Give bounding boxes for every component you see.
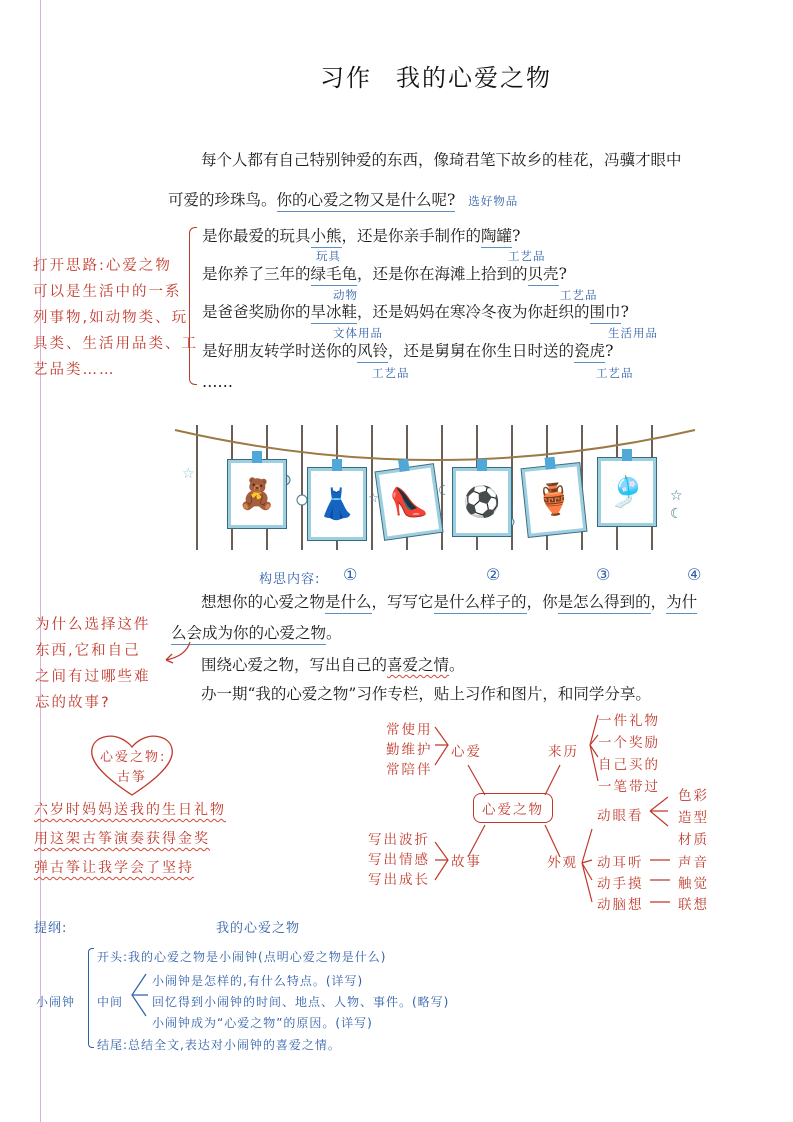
love-item: 勤维护 [386, 742, 433, 758]
outline-ending: 结尾:总结全文,表达对小闹钟的喜爱之情。 [97, 1038, 341, 1052]
dress-icon: 👗 [318, 486, 356, 522]
c-text: ， [650, 593, 667, 611]
origin-item: 一个奖励 [598, 735, 660, 751]
note-line: 打开思路:心爱之物 [33, 258, 172, 274]
q-text: 是你养了三年的 [202, 265, 311, 283]
note-category: 工艺品 [508, 249, 546, 263]
q-text: ? [620, 303, 629, 321]
mindmap-origin-items [598, 710, 660, 798]
q-item: 绿毛龟 [311, 265, 358, 286]
vase-icon: 🏺 [533, 480, 575, 520]
mindmap-look-eye: 动眼看 [597, 808, 644, 824]
note-category: 玩具 [316, 249, 341, 263]
question-3 [202, 300, 629, 322]
title-part-2: 我的心爱之物 [396, 64, 552, 92]
note-category: 生活用品 [608, 326, 658, 340]
mindmap-love: 心爱 [451, 744, 482, 760]
note-category: 工艺品 [596, 366, 634, 380]
story-item: 写出情感 [368, 852, 430, 868]
q-item: 陶罐 [481, 227, 512, 248]
point-text: 用这架古筝演奏获得金奖 [34, 831, 210, 847]
c-text: 围绕心爱之物，写出自己的 [201, 656, 388, 674]
outline-middle-3: 小闹钟成为“心爱之物”的原因。(详写) [152, 1016, 373, 1030]
q-text: ，还是舅舅在你生日时送的 [388, 342, 575, 360]
c-wavy: 喜爱之情 [387, 656, 450, 674]
outline-opening: 开头:我的心爱之物是小闹钟(点明心爱之物是什么) [97, 950, 387, 964]
arrow-icon [160, 640, 195, 665]
point-text: 六岁时妈妈送我的生日礼物 [34, 802, 226, 818]
eye-item: 造型 [678, 810, 709, 826]
picture-frame-teddy-bear [228, 460, 286, 528]
intro-question: 你的心爱之物又是什么呢? [277, 191, 456, 212]
heart-label: 心爱之物: [100, 750, 167, 765]
q-text: ? [558, 265, 567, 283]
q-item: 小熊 [311, 227, 342, 248]
question-4 [202, 339, 613, 361]
mindmap-look-brain: 动脑想 [597, 897, 644, 913]
guzheng-point-3 [34, 857, 194, 877]
c-text: ，你 [526, 593, 558, 611]
svg-text:☆: ☆ [368, 491, 379, 505]
picture-frame-soccer-ball [453, 468, 511, 536]
outline-middle-2: 回忆得到小闹钟的时间、地点、人物、事件。(略写) [152, 995, 450, 1009]
concept-label: 构思内容: [259, 572, 321, 587]
origin-item: 一件礼物 [598, 713, 660, 729]
svg-text:☾: ☾ [670, 506, 683, 522]
concept-num-1: ① [343, 565, 359, 584]
mindmap-hand-item: 触觉 [678, 876, 709, 892]
c-text: ，写写它 [371, 593, 434, 611]
origin-item: 一笔带过 [598, 779, 660, 795]
c-underline: 么会成为你的心爱之物 [171, 624, 326, 645]
svg-text:☾: ☾ [438, 483, 451, 499]
outline-middle-label: 中间 [97, 995, 124, 1009]
story-item: 写出成长 [368, 872, 430, 888]
q-item: 旱冰鞋 [311, 303, 358, 324]
q-item: 贝壳 [528, 265, 559, 286]
outline-title: 我的心爱之物 [216, 921, 301, 936]
q-text: ? [605, 342, 614, 360]
teddy-bear-icon: 🧸 [238, 476, 276, 512]
point-text: 弹古筝让我学会了坚持 [34, 860, 194, 876]
q-item: 围巾 [590, 303, 621, 324]
q-text: ? [512, 227, 521, 245]
mindmap-story-items [368, 830, 430, 890]
concept-num-2: ② [486, 565, 502, 584]
c-text: 。 [326, 624, 342, 642]
outline-label: 提纲: [34, 921, 68, 936]
note-line: 之间有过哪些难 [35, 669, 151, 685]
q-text: ，还是你亲手制作的 [341, 227, 482, 245]
intro-line-2 [168, 188, 518, 210]
outline-subject: 小闹钟 [36, 995, 76, 1009]
mindmap-brain-item: 联想 [678, 897, 709, 913]
mindmap-look-hand: 动手摸 [597, 876, 644, 892]
page-title [320, 58, 552, 93]
concept-line-4: 办一期“我的心爱之物”习作专栏，贴上习作和图片，和同学分享。 [201, 685, 651, 703]
q-text: ，还是你在海滩上拾到的 [357, 265, 528, 283]
note-line: 东西,它和自己 [35, 643, 141, 659]
q-text: ，还是妈妈在寒冷冬夜为你赶织的 [357, 303, 590, 321]
picture-frame-shoes [376, 464, 443, 539]
note-category: 动物 [333, 288, 358, 302]
q-text: 是你最爱的玩具 [202, 227, 311, 245]
note-line: 具类、生活用品类、工 [33, 336, 198, 352]
mindmap-story: 故事 [451, 854, 482, 870]
question-1 [202, 224, 520, 246]
note-choose-item: 选好物品 [468, 194, 519, 208]
mindmap-eye-items [678, 785, 709, 851]
svg-text:☆: ☆ [182, 466, 195, 482]
q-text: 是爸爸奖励你的 [202, 303, 311, 321]
love-item: 常使用 [386, 722, 433, 738]
outline-middle-1: 小闹钟是怎样的,有什么特点。(详写) [152, 974, 364, 988]
question-ellipsis: …… [202, 373, 233, 391]
margin-note-open-ideas [33, 253, 198, 383]
note-line: 列事物,如动物类、玩 [33, 310, 189, 326]
outline-bracket [88, 948, 94, 1048]
red-bracket [189, 227, 197, 385]
guzheng-point-1 [34, 799, 226, 819]
c-underline: 是什么 [325, 593, 372, 614]
mindmap-center: 心爱之物 [473, 793, 553, 823]
c-text: 想想你的心爱之物 [201, 593, 326, 611]
note-line: 忘的故事? [35, 695, 111, 711]
picture-frame-wind-chime [598, 458, 656, 526]
q-item: 风铃 [357, 342, 388, 363]
mindmap-look: 外观 [547, 855, 578, 871]
eye-item: 材质 [678, 832, 709, 848]
note-line: 艺品类…… [33, 362, 116, 378]
note-line: 为什么选择这件 [35, 617, 151, 633]
note-line: 可以是生活中的一系 [33, 284, 182, 300]
mindmap-look-ear: 动耳听 [597, 855, 644, 871]
svg-text:☆: ☆ [670, 488, 683, 504]
concept-line-3 [201, 653, 465, 675]
picture-frame-vase [522, 463, 587, 537]
mindmap-ear-item: 声音 [678, 855, 709, 871]
concept-line-2 [171, 621, 342, 643]
mindmap-love-items [386, 720, 433, 780]
page-margin-line [40, 0, 41, 1122]
note-category: 工艺品 [560, 288, 598, 302]
picture-frame-dress [308, 468, 366, 540]
guzheng-point-2 [34, 828, 210, 848]
love-item: 常陪伴 [386, 762, 433, 778]
eye-item: 色彩 [678, 788, 709, 804]
c-underline: 是怎么得到的 [558, 593, 651, 614]
heart-value: 古筝 [117, 770, 148, 785]
hanging-pictures-illustration [170, 420, 700, 550]
origin-item: 自己买的 [598, 757, 660, 773]
concept-num-4: ④ [687, 565, 703, 584]
concept-num-3: ③ [596, 565, 612, 584]
margin-note-why [35, 612, 151, 716]
intro-text: 可爱的珍珠鸟。 [168, 191, 277, 209]
story-item: 写出波折 [368, 832, 430, 848]
outline-branch-lines [128, 972, 150, 1018]
title-part-1: 习作 [320, 64, 372, 92]
q-item: 瓷虎 [574, 342, 605, 363]
intro-line-1: 每个人都有自己特别钟爱的东西，像琦君笔下故乡的桂花，冯骥才眼中 [201, 151, 682, 169]
q-text: 是好朋友转学时送你的 [202, 342, 358, 360]
question-2 [202, 262, 567, 284]
c-text: 。 [449, 656, 465, 674]
c-underline: 是什么样子的 [434, 593, 527, 614]
mindmap-origin: 来历 [548, 744, 579, 760]
shoes-icon: 👠 [388, 482, 430, 522]
note-category: 工艺品 [372, 366, 410, 380]
soccer-ball-icon: ⚽ [463, 484, 501, 520]
wind-chime-icon: 🎐 [608, 474, 646, 510]
concept-line-1 [201, 590, 697, 612]
note-category: 文体用品 [333, 326, 383, 340]
c-underline: 为什 [666, 593, 697, 614]
